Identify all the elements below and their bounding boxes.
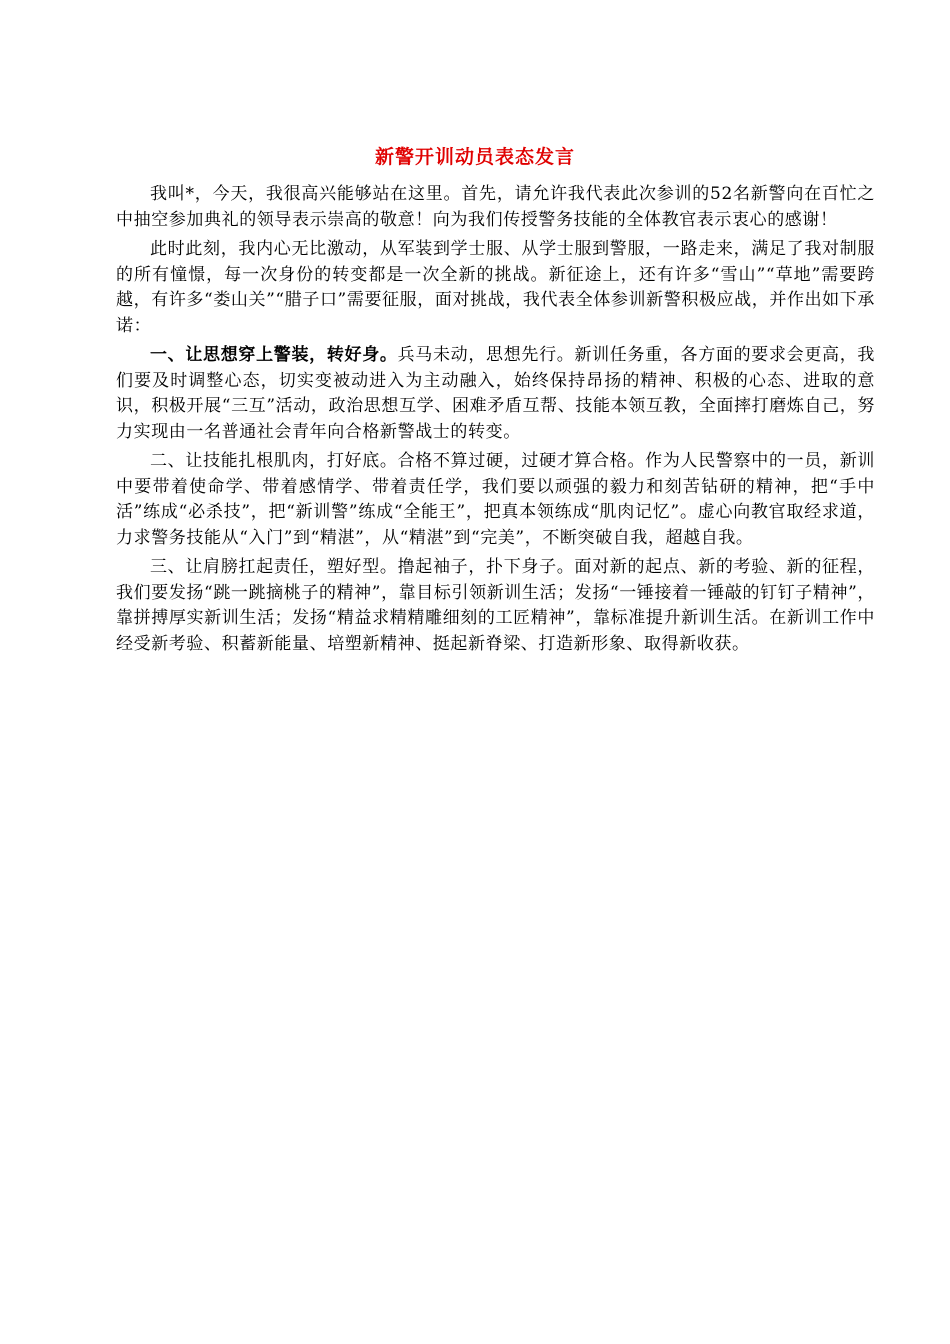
paragraph-lead-heading: 一、让思想穿上警装，转好身。 bbox=[150, 345, 398, 365]
paragraph-text: 三、让肩膀扛起责任，塑好型。撸起袖子，扑下身子。面对新的起点、新的考验、新的征程，我们要发扬“跳一跳摘桃子的精神”，靠目标引领新训生活；发扬“一锤接着一锤敲的钉钉子精神”，靠拼搏厚实新训生活；发扬“精益求精精雕细刻的工匠精神”，靠标准提升新训生活。在新训工作中经受新考验、积蓄新能量、培塑新精神、挺起新脊梁、打造新形象、取得新收获。 bbox=[116, 557, 875, 654]
paragraph-pledge-one bbox=[116, 343, 875, 445]
paragraph-text: 我叫*，今天，我很高兴能够站在这里。首先，请允许我代表此次参训的52名新警向在百忙之中抽空参加典礼的领导表示崇高的敬意！向为我们传授警务技能的全体教官表示衷心的感谢！ bbox=[116, 184, 875, 230]
paragraph-pledge-three bbox=[116, 555, 875, 657]
paragraph-intro bbox=[116, 182, 875, 233]
document-body bbox=[116, 182, 875, 661]
paragraph-feelings bbox=[116, 237, 875, 339]
paragraph-text: 兵马未动，思想先行。新训任务重，各方面的要求会更高，我们要及时调整心态，切实变被动进入为主动融入，始终保持昂扬的精神、积极的心态、进取的意识，积极开展“三互”活动，政治思想互学、困难矛盾互帮、技能本领互教，全面摔打磨炼自己，努力实现由一名普通社会青年向合格新警战士的转变。 bbox=[116, 345, 875, 442]
paragraph-text: 此时此刻，我内心无比激动，从军装到学士服、从学士服到警服，一路走来，满足了我对制服的所有憧憬，每一次身份的转变都是一次全新的挑战。新征途上，还有许多“雪山”“草地”需要跨越，有许多“娄山关”“腊子口”需要征服，面对挑战，我代表全体参训新警积极应战，并作出如下承诺： bbox=[116, 239, 875, 336]
document-title: 新警开训动员表态发言 bbox=[374, 146, 575, 168]
paragraph-pledge-two bbox=[116, 449, 875, 551]
paragraph-text: 二、让技能扎根肌肉，打好底。合格不算过硬，过硬才算合格。作为人民警察中的一员，新训中要带着使命学、带着感情学、带着责任学，我们要以顽强的毅力和刻苦钻研的精神，把“手中活”练成“必杀技”，把“新训警”练成“全能王”，把真本领练成“肌肉记忆”。虚心向教官取经求道，力求警务技能从“入门”到“精湛”，从“精湛”到“完美”，不断突破自我，超越自我。 bbox=[116, 451, 875, 548]
